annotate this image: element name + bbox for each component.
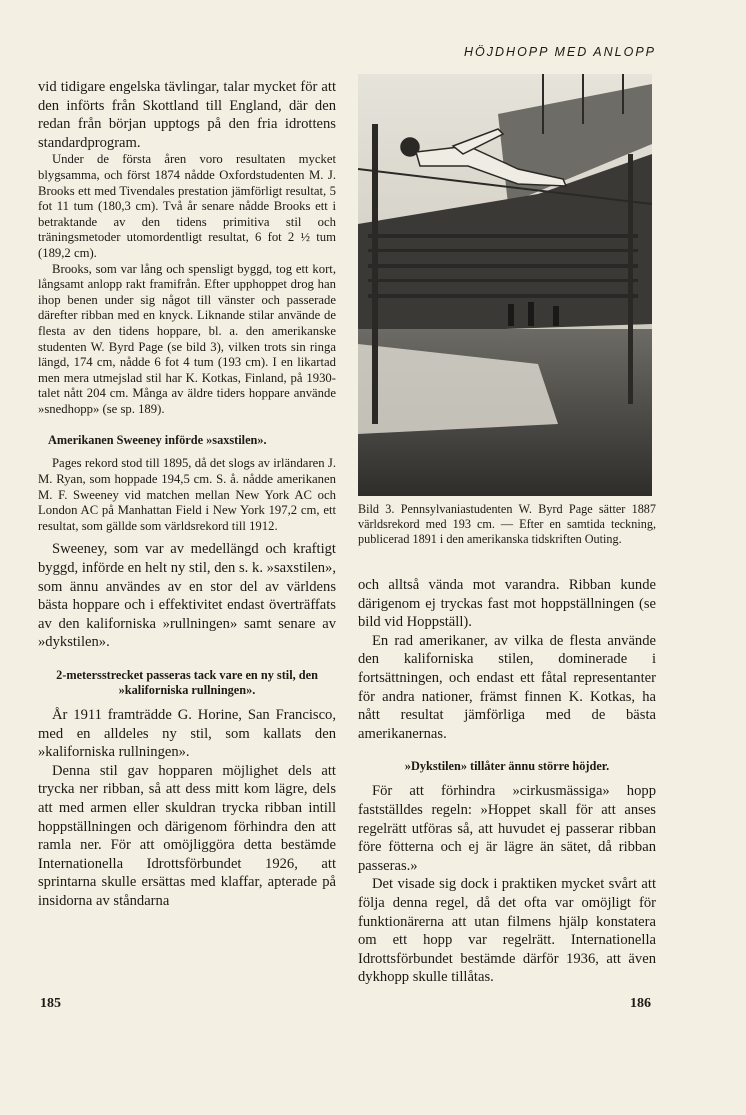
paragraph: och alltså vända mot varandra. Ribban kunde därigenom ej tryckas fast mot hoppställningen (se bild vid Hoppställ). bbox=[358, 577, 656, 631]
paragraph: Under de första åren voro resultaten mycket blygsamma, och först 1874 nådde Oxfordstudenten M. J. Brooks ett med Tivendales prestation jämförligt resultat, 5 fot 11 tum (180,3 cm). Två år senare nådde Brooks ett i betraktande av den tidens primitiva stil och träningsmetoder utomordentligt resultat, 6 fot 2 ½ tum (189,2 cm). bbox=[38, 152, 336, 260]
paragraph: År 1911 framträdde G. Horine, San Francisco, med en alldeles ny stil, som kallats den »kaliforniska rullningen». bbox=[38, 707, 336, 761]
section-heading: Amerikanen Sweeney införde »saxstilen». bbox=[48, 433, 267, 448]
paragraph: Pages rekord stod till 1895, då det slogs av irländaren J. M. Ryan, som hoppade 194,5 cm. S. å. nådde amerikanen M. F. Sweeney vid matchen mellan New York AC och London AC på Manhattan Field i New York 197,2 cm, ett resultat, som gällde som världsrekord till 1912. bbox=[38, 456, 336, 533]
paragraph: För att förhindra »cirkusmässiga» hopp fastställdes regeln: »Hoppet skall för att anses regelrätt utföras så, att huvudet ej passerar ribban före fötterna och ej är lägre än sätet, då ribban passeras.» bbox=[358, 783, 656, 874]
engraving-image bbox=[358, 74, 652, 496]
page-number-left: 185 bbox=[40, 996, 61, 1011]
figure-caption bbox=[358, 502, 656, 547]
illustration-high-jump bbox=[358, 74, 652, 496]
section-heading: »Dykstilen» tillåter ännu större höjder. bbox=[404, 759, 610, 774]
caption-text: Bild 3. Pennsylvaniastudenten W. Byrd Page sätter 1887 världsrekord med 193 cm. — Efter en samtida teckning, publicerad 1891 i den amerikanska tidskriften Outing. bbox=[358, 502, 656, 546]
left-column bbox=[38, 78, 336, 911]
paragraph: Sweeney, som var av medellängd och kraftigt byggd, införde en helt ny stil, den s. k. »saxstilen», som ännu användes av en stor del av världens bästa hoppare och i effektivitet endast överträffats av den kaliforniska »rullningen» samt senare av »dykstilen». bbox=[38, 541, 336, 651]
paragraph: Det visade sig dock i praktiken mycket svårt att följa denna regel, då det ofta var omöjligt för funktionärerna att utan filmens hjälp konstatera om ett hopp var regelrätt. Internationella Idrottsförbundet bestämde därför 1936, att även dykhopp skulle tillåtas. bbox=[358, 876, 656, 986]
page-number-right: 186 bbox=[630, 996, 651, 1011]
paragraph: Denna stil gav hopparen möjlighet dels att trycka ner ribban, så att dess mitt kom lägre, dels att med armen eller skuldran trycka ribban intill hoppställningen och därigenom förhindra den att ramla ner. För att omöjliggöra detta bestämde Internationella Idrottsförbundet 1926, att sprintarna skulle ersättas med klaffar, apterade på insidorna av ståndarna bbox=[38, 762, 336, 909]
right-column bbox=[358, 576, 656, 987]
running-head: HÖJDHOPP MED ANLOPP bbox=[464, 45, 656, 59]
section-heading: 2-metersstrecket passeras tack vare en ny stil, den »kaliforniska rullningen». bbox=[56, 668, 318, 697]
paragraph: Brooks, som var lång och spensligt byggd, tog ett kort, långsamt anlopp rakt framifrån. Efter upphoppet drog han ihop benen under sig något till vänster och passerade därefter ribban med en knyck. Liknande stilar använde de flesta av den tidens hoppare, bl. a. den amerikanske studenten W. Byrd Page (se bild 3), vilken trots sin ringa längd, 174 cm, nådde 6 fot 4 tum (193 cm). I en likartad men mera utmejslad stil har K. Kotkas, Finland, på 1930-talet nått 204 cm. Många av äldre tiders hoppare använde »snedhopp» (se sp. 189). bbox=[38, 261, 336, 416]
paragraph: vid tidigare engelska tävlingar, talar mycket för att den införts från Skottland till England, där den redan från början upptogs på den fria idrottens standardprogram. bbox=[38, 79, 336, 151]
paragraph: En rad amerikaner, av vilka de flesta använde den kaliforniska stilen, dominerade i fortsättningen, och endast ett fåtal representanter för andra nationer, främst finnen K. Kotkas, ha nått resultat jämförliga med de bästa amerikanernas. bbox=[358, 632, 656, 742]
